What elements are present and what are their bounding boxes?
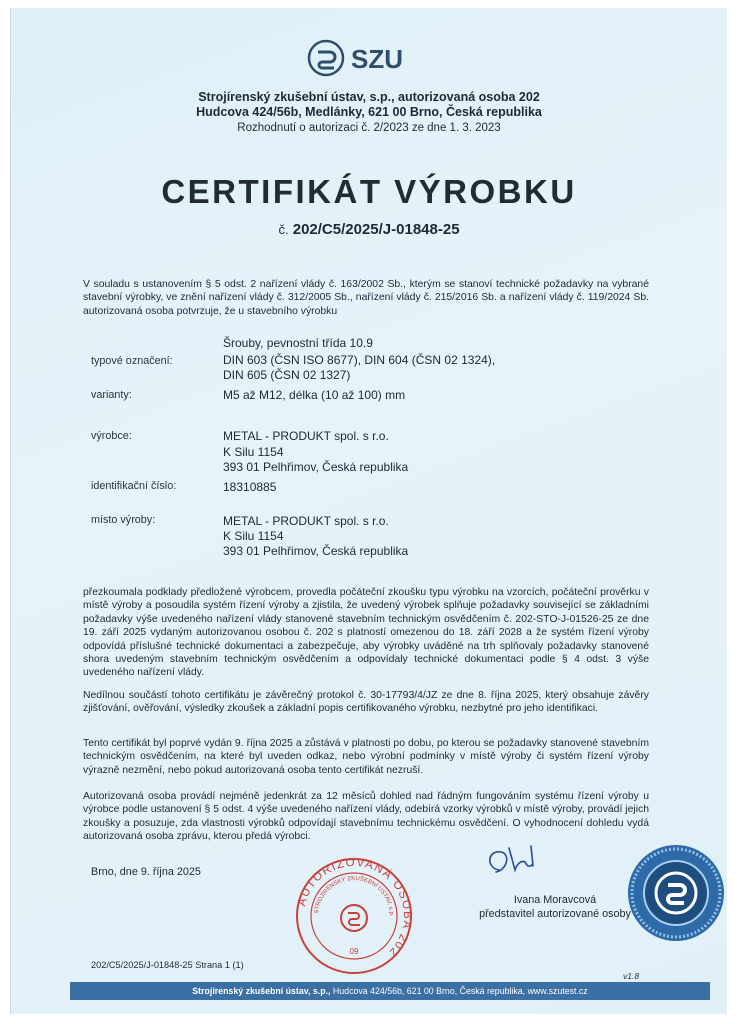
svg-text:AUTORIZOVANÁ OSOBA 202: AUTORIZOVANÁ OSOBA 202	[296, 856, 414, 959]
szu-security-seal	[626, 843, 726, 943]
cert-number-prefix: č.	[278, 222, 289, 237]
site-city: 393 01 Pelhřimov, Česká republika	[223, 544, 409, 558]
manufacturer-city: 393 01 Pelhřimov, Česká republika	[223, 460, 409, 474]
manufacturer-name: METAL - PRODUKT spol. s r.o.	[223, 429, 389, 443]
footer-reference: 202/C5/2025/J-01848-25 Strana 1 (1)	[91, 960, 244, 970]
variants-label: varianty:	[91, 389, 132, 401]
id-value: 18310885	[223, 480, 277, 494]
type-line-1: DIN 603 (ČSN ISO 8677), DIN 604 (ČSN 02 1324),	[223, 353, 496, 367]
type-label: typové označení:	[91, 355, 173, 367]
validity-paragraph: Tento certifikát byl poprvé vydán 9. října 2025 a zůstává v platnosti po dobu, po kterou se požadavky stanovené stavebním technickým osvědčením, na které byl uveden odkaz, nebo výrobní podmínky v místě výroby či systém řízení výroby výrazně nezmění, nebo pokud autorizovaná osoba tento certifikát nezruší.	[83, 738, 649, 776]
issuer-address: Hudcova 424/56b, Medlánky, 621 00 Brno, Česká republika	[196, 105, 542, 119]
signatory	[466, 894, 644, 921]
signatory-role: představitel autorizované osoby	[479, 907, 631, 920]
logo-text: SZU	[351, 44, 403, 74]
svg-text:09: 09	[349, 947, 359, 956]
szu-logo	[306, 38, 456, 78]
site-name: METAL - PRODUKT spol. s r.o.	[223, 514, 389, 528]
authorization-decision: Rozhodnutí o autorizaci č. 2/2023 ze dne 1. 3. 2023	[237, 122, 501, 134]
site-street: K Silu 1154	[223, 529, 284, 543]
signatory-name: Ivana Moravcová	[513, 894, 597, 906]
protocol-paragraph: Nedílnou součástí tohoto certifikátu je závěrečný protokol č. 30-17793/4/JZ ze dne 8. října 2025, který obsahuje závěry zjišťování, ověřování, výsledky zkoušek a základní popis certifikovaného výrobku, nezbytné pro jeho identifikaci.	[83, 690, 649, 715]
form-version: v1.8	[623, 971, 640, 981]
surveillance-paragraph: Autorizovaná osoba provádí nejméně jedenkrát za 12 měsíců dohled nad řádným fungováním systému řízení výroby u výrobce podle ustanovení § 5 odst. 4 výše uvedeného nařízení vlády, odebírá vzorky výrobků v místě výroby, provádí jejich zkoušky a posuzuje, zda vlastnosti výrobků odpovídají stavebnímu technickému osvědčení. O vyhodnocení dohledu vydá autorizovaná osoba zprávu, kterou předá výrobci.	[83, 791, 649, 843]
footer-contact: Hudcova 424/56b, 621 00 Brno, Česká republika, www.szutest.cz	[330, 986, 588, 996]
footer-bar	[70, 982, 710, 1000]
manufacturer-label: výrobce:	[91, 430, 132, 442]
findings-paragraph: přezkoumala podklady předložené výrobcem, provedla počáteční zkoušku typu výrobku na vzorcích, počáteční prověrku v místě výroby a posoudila systém řízení výroby a zjistila, že uvedený výrobek splňuje požadavky související se základními požadavky výše uvedeného nařízení vlády stanovené stavebním technickým osvědčením č. 202-STO-J-01526-25 ze dne 19. září 2025 vydaným autorizovanou osobou č. 202 s platností omezenou do 18. září 2028 a že systém řízení výroby odpovídá příslušné technické dokumentaci a zabezpečuje, aby výrobky uváděné na trh splňovaly požadavky stanovené shora uvedeným stavebním technickým osvědčením a odpovídaly technické dokumentaci podle § 4 odst. 3 výše uvedeného nařízení vlády.	[83, 587, 649, 679]
issuer-name: Strojírenský zkušební ústav, s.p., autorizovaná osoba 202	[198, 90, 540, 104]
site-label: místo výroby:	[91, 514, 156, 526]
footer-company: Strojírenský zkušební ústav, s.p.,	[192, 986, 331, 996]
variants-value: M5 až M12, délka (10 až 100) mm	[223, 388, 406, 402]
id-label: identifikační číslo:	[91, 480, 177, 492]
certificate-sheet	[10, 8, 727, 1014]
handwritten-signature	[481, 840, 551, 880]
type-line-2: DIN 605 (ČSN 02 1327)	[223, 368, 351, 382]
place-date: Brno, dne 9. října 2025	[91, 866, 201, 878]
manufacturer-street: K Silu 1154	[223, 445, 284, 459]
product-name: Šrouby, pevnostní třída 10.9	[223, 336, 373, 350]
intro-paragraph: V souladu s ustanovením § 5 odst. 2 nařízení vlády č. 163/2002 Sb., kterým se stanoví technické požadavky na vybrané stavební výrobky, ve znění nařízení vlády č. 312/2005 Sb., nařízení vlády č. 215/2016 Sb. a nařízení vlády č. 119/2024 Sb. autorizovaná osoba potvrzuje, že u stavebního výrobku	[83, 279, 649, 317]
svg-text:STROJÍRENSKÝ ZKUŠEBNÍ ÚSTAV, s: STROJÍRENSKÝ ZKUŠEBNÍ ÚSTAV, s.p.	[314, 875, 395, 917]
cert-number-value: 202/C5/2025/J-01848-25	[292, 221, 460, 238]
certificate-number	[11, 221, 727, 238]
authorized-body-stamp	[294, 856, 414, 976]
document-title: CERTIFIKÁT VÝROBKU	[161, 173, 577, 210]
